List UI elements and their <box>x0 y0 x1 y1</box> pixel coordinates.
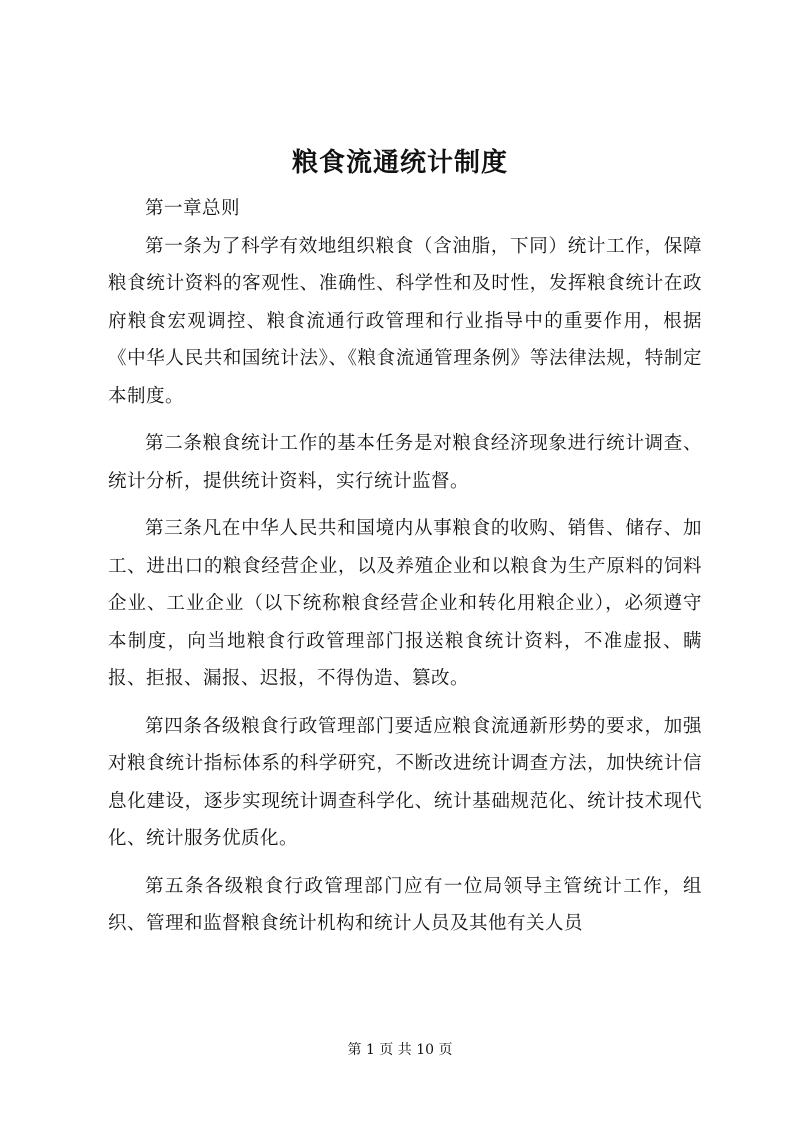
article-2: 第二条粮食统计工作的基本任务是对粮食经济现象进行统计调查、统计分析，提供统计资料，实行统计监督。 <box>108 433 702 492</box>
article-3: 第三条凡在中华人民共和国境内从事粮食的收购、销售、储存、加工、进出口的粮食经营企业，以及养殖企业和以粮食为生产原料的饲料企业、工业企业（以下统称粮食经营企业和转化用粮企业），必须遵守本制度，向当地粮食行政管理部门报送粮食统计资料，不准虚报、瞒报、拒报、漏报、迟报，不得伪造、篡改。 <box>108 518 702 689</box>
article-1: 第一条为了科学有效地组织粮食（含油脂，下同）统计工作，保障粮食统计资料的客观性、准确性、科学性和及时性，发挥粮食统计在政府粮食宏观调控、粮食流通行政管理和行业指导中的重要作用，根据《中华人民共和国统计法》、《粮食流通管理条例》等法律法规，特制定本制度。 <box>108 235 702 407</box>
article-4: 第四条各级粮食行政管理部门要适应粮食流通新形势的要求，加强对粮食统计指标体系的科学研究，不断改进统计调查方法，加快统计信息化建设，逐步实现统计调查科学化、统计基础规范化、统计技术现代化、统计服务优质化。 <box>108 715 702 849</box>
chapter-heading: 第一章总则 <box>145 198 241 219</box>
document-title: 粮食流通统计制度 <box>291 148 508 178</box>
article-5: 第五条各级粮食行政管理部门应有一位局领导主管统计工作，组织、管理和监督粮食统计机构和统计人员及其他有关人员 <box>108 875 702 934</box>
page-footer <box>0 1040 800 1060</box>
page-number: 第 1 页 共 10 页 <box>347 1042 453 1058</box>
document-body <box>108 190 702 943</box>
